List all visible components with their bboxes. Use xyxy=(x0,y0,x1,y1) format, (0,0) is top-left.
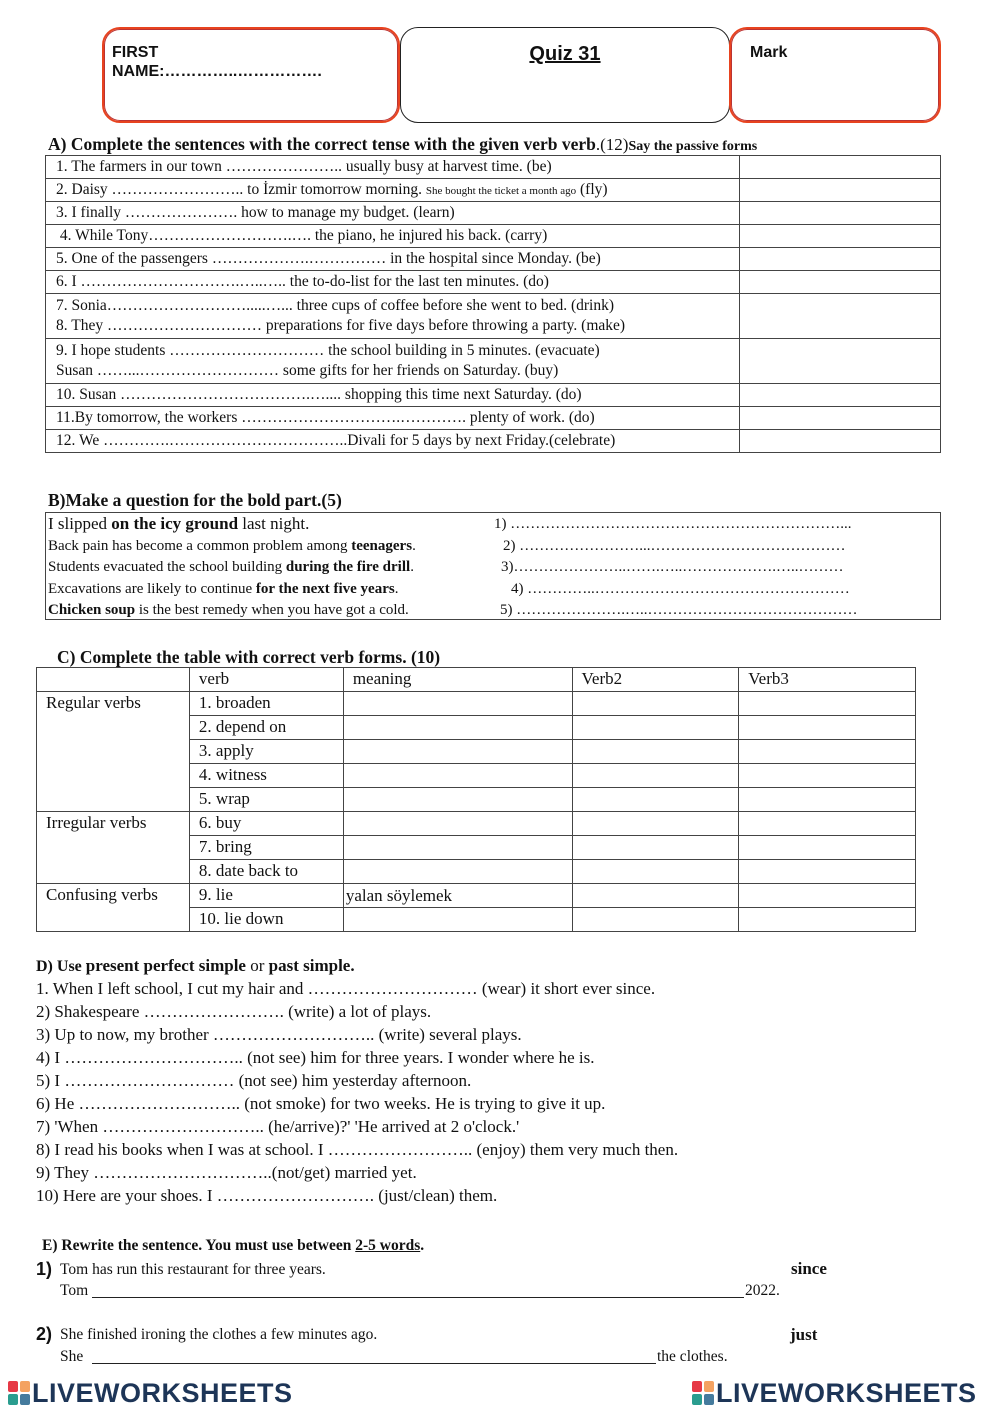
exercise-line: 2) Shakespeare ……………………. (write) a lot of plays. xyxy=(36,1002,432,1021)
section-d-title: D) Use present perfect simple or past simple. xyxy=(36,956,355,975)
verb2-cell[interactable] xyxy=(572,788,739,812)
exercise-line: 9) They …………………………..(not/get) married yet. xyxy=(36,1163,417,1182)
answer-cell[interactable] xyxy=(740,430,941,453)
first-name-label: FIRST NAME:…………..……………. xyxy=(112,44,322,80)
table-row xyxy=(46,407,941,430)
meaning-cell[interactable] xyxy=(343,740,572,764)
table-row xyxy=(46,248,941,271)
verb3-cell[interactable] xyxy=(739,836,916,860)
liveworksheets-icon xyxy=(692,1381,714,1405)
verb3-cell[interactable] xyxy=(739,884,916,908)
rewrite-2-end: the clothes. xyxy=(657,1348,728,1365)
meaning-cell[interactable] xyxy=(343,836,572,860)
table-row xyxy=(46,384,941,407)
header-meaning: meaning xyxy=(343,668,572,692)
verb2-cell[interactable] xyxy=(572,860,739,884)
exercise-line: 8) I read his books when I was at school. I …………………….. (enjoy) them very much then. xyxy=(36,1140,679,1159)
sentence-cell: 1. The farmers in our town ………………….. usually busy at harvest time. (be) xyxy=(46,156,740,179)
verb-forms-table xyxy=(36,667,916,932)
verb3-cell[interactable] xyxy=(739,692,916,716)
answer-cell[interactable] xyxy=(740,384,941,407)
sentence-cell: 12. We ………….……………………………..Divali for 5 days by next Friday.(celebrate) xyxy=(46,430,740,453)
answer-cell[interactable] xyxy=(740,271,941,294)
verb2-cell[interactable] xyxy=(572,716,739,740)
verb2-cell[interactable] xyxy=(572,812,739,836)
header-verb2: Verb2 xyxy=(572,668,739,692)
question-3-sentence: Students evacuated the school building during the fire drill. xyxy=(48,559,414,575)
verb3-cell[interactable] xyxy=(739,716,916,740)
meaning-cell[interactable] xyxy=(343,812,572,836)
header-verb3: Verb3 xyxy=(739,668,916,692)
section-a-title: A) Complete the sentences with the correct tense with the given verb verb.(12)Say the passive forms xyxy=(48,134,758,154)
sentence-cell: 11.By tomorrow, the workers ………………………….…………. plenty of work. (do) xyxy=(46,407,740,430)
sentence-cell: 7. Sonia……………………….....…... three cups of coffee before she went to bed. (drink) 8. They ………………………… preparations for five days before throwing a party. (make) xyxy=(46,294,740,339)
sentence-cell: 10. Susan ……………………………….….... shopping this time next Saturday. (do) xyxy=(46,384,740,407)
rewrite-1-number: 1) xyxy=(36,1259,53,1279)
verb2-cell[interactable] xyxy=(572,908,739,932)
table-header-row xyxy=(37,668,916,692)
verb2-cell[interactable] xyxy=(572,764,739,788)
exercise-line: 5) I ………………………… (not see) him yesterday afternoon. xyxy=(36,1071,472,1090)
verb2-cell[interactable] xyxy=(572,884,739,908)
verb-cell: 10. lie down xyxy=(189,908,343,932)
sentence-cell: 3. I finally …………………. how to manage my budget. (learn) xyxy=(46,202,740,225)
liveworksheets-logo-right[interactable]: LIVEWORKSHEETS xyxy=(692,1378,977,1408)
answer-cell[interactable] xyxy=(740,225,941,248)
verb3-cell[interactable] xyxy=(739,812,916,836)
mark-box xyxy=(729,27,941,123)
quiz-title: Quiz 31 xyxy=(529,43,601,65)
answer-cell[interactable] xyxy=(740,294,941,339)
verb3-cell[interactable] xyxy=(739,908,916,932)
table-row xyxy=(37,884,916,908)
question-2-sentence: Back pain has become a common problem among teenagers. xyxy=(48,538,416,554)
sentence-cell: 2. Daisy …………………….. to İzmir tomorrow morning. She bought the ticket a month ago (fly) xyxy=(46,179,740,202)
question-2-answer[interactable]: 2) ……………………...………………………………… xyxy=(503,538,846,554)
quiz-title-box xyxy=(400,27,730,123)
rewrite-1-keyword: since xyxy=(791,1259,827,1278)
meaning-cell[interactable]: yalan söylemek xyxy=(343,884,572,908)
verb2-cell[interactable] xyxy=(572,692,739,716)
table-row xyxy=(46,202,941,225)
rewrite-1-end: 2022. xyxy=(745,1282,780,1299)
meaning-cell[interactable] xyxy=(343,908,572,932)
verb-cell: 4. witness xyxy=(189,764,343,788)
verb3-cell[interactable] xyxy=(739,740,916,764)
table-row xyxy=(46,156,941,179)
section-e-title: E) Rewrite the sentence. You must use between 2-5 words. xyxy=(42,1237,425,1254)
table-row xyxy=(46,271,941,294)
question-5-sentence: Chicken soup is the best remedy when you have got a cold. xyxy=(48,602,409,618)
verb-cell: 9. lie xyxy=(189,884,343,908)
group-label: Irregular verbs xyxy=(37,812,190,884)
answer-cell[interactable] xyxy=(740,179,941,202)
verb-cell: 7. bring xyxy=(189,836,343,860)
table-row xyxy=(46,225,941,248)
question-3-answer[interactable]: 3)…………………..…….…..……………….…..……… xyxy=(501,559,844,575)
section-a-table xyxy=(45,155,941,453)
section-b-box xyxy=(45,512,941,620)
meaning-cell[interactable] xyxy=(343,764,572,788)
section-c-title: C) Complete the table with correct verb forms. (10) xyxy=(57,647,441,667)
answer-cell[interactable] xyxy=(740,407,941,430)
meaning-cell[interactable] xyxy=(343,716,572,740)
verb-cell: 6. buy xyxy=(189,812,343,836)
verb-cell: 3. apply xyxy=(189,740,343,764)
liveworksheets-logo-left[interactable]: LIVEWORKSHEETS xyxy=(8,1378,293,1408)
rewrite-2-start: She xyxy=(60,1348,84,1365)
meaning-cell[interactable] xyxy=(343,788,572,812)
sentence-cell: 9. I hope students ………………………… the school building in 5 minutes. (evacuate) Susan ……...……………………… some gifts for her friends on Saturday. (buy) xyxy=(46,339,740,384)
sentence-cell: 6. I ………………………….…..….. the to-do-list for the last ten minutes. (do) xyxy=(46,271,740,294)
rewrite-1-answer-line[interactable] xyxy=(92,1297,744,1298)
table-row xyxy=(46,339,941,384)
verb-cell: 8. date back to xyxy=(189,860,343,884)
table-row xyxy=(46,430,941,453)
exercise-line: 6) He ……………………….. (not smoke) for two weeks. He is trying to give it up. xyxy=(36,1094,606,1113)
group-label: Regular verbs xyxy=(37,692,190,812)
rewrite-2-answer-line[interactable] xyxy=(92,1363,656,1364)
table-row xyxy=(46,179,941,202)
question-1-answer[interactable]: 1) …………………………………………………………... xyxy=(494,516,852,532)
exercise-line: 4) I ………………………….. (not see) him for three years. I wonder where he is. xyxy=(36,1048,595,1067)
verb-cell: 5. wrap xyxy=(189,788,343,812)
sentence-cell: 4. While Tony……………………….…. the piano, he injured his back. (carry) xyxy=(46,225,740,248)
mark-label: Mark xyxy=(750,44,788,61)
group-label: Confusing verbs xyxy=(37,884,190,932)
question-1-sentence: I slipped on the icy ground last night. xyxy=(48,514,310,533)
rewrite-2-keyword: just xyxy=(790,1325,818,1344)
verb-cell: 1. broaden xyxy=(189,692,343,716)
table-row xyxy=(37,812,916,836)
meaning-cell[interactable] xyxy=(343,860,572,884)
verb-cell: 2. depend on xyxy=(189,716,343,740)
question-5-answer[interactable]: 5) ………………….…..…………………………………… xyxy=(500,602,858,618)
rewrite-1-sentence: Tom has run this restaurant for three years. xyxy=(60,1261,326,1278)
liveworksheets-icon xyxy=(8,1381,30,1405)
answer-cell[interactable] xyxy=(740,156,941,179)
rewrite-2-sentence: She finished ironing the clothes a few minutes ago. xyxy=(60,1326,378,1343)
name-box xyxy=(102,27,400,123)
header-verb: verb xyxy=(189,668,343,692)
answer-cell[interactable] xyxy=(740,248,941,271)
exercise-line: 1. When I left school, I cut my hair and ………………………… (wear) it short ever since. xyxy=(36,979,656,998)
sentence-cell: 5. One of the passengers ……………….…………… in the hospital since Monday. (be) xyxy=(46,248,740,271)
verb2-cell[interactable] xyxy=(572,740,739,764)
question-4-sentence: Excavations are likely to continue for the next five years. xyxy=(48,581,399,597)
exercise-line: 7) 'When ……………………….. (he/arrive)?' 'He arrived at 2 o'clock.' xyxy=(36,1117,520,1136)
verb3-cell[interactable] xyxy=(739,788,916,812)
answer-cell[interactable] xyxy=(740,202,941,225)
verb2-cell[interactable] xyxy=(572,836,739,860)
rewrite-2-number: 2) xyxy=(36,1324,53,1344)
answer-cell[interactable] xyxy=(740,339,941,384)
meaning-cell[interactable] xyxy=(343,692,572,716)
verb3-cell[interactable] xyxy=(739,764,916,788)
rewrite-1-start: Tom xyxy=(60,1282,89,1299)
table-row xyxy=(37,692,916,716)
section-b-title: B)Make a question for the bold part.(5) xyxy=(48,490,342,510)
verb3-cell[interactable] xyxy=(739,860,916,884)
exercise-line: 10) Here are your shoes. I ………………………. (just/clean) them. xyxy=(36,1186,498,1205)
question-4-answer[interactable]: 4) …………..…………………………………………… xyxy=(511,581,850,597)
table-row xyxy=(46,294,941,339)
exercise-line: 3) Up to now, my brother ……………………….. (write) several plays. xyxy=(36,1025,522,1044)
